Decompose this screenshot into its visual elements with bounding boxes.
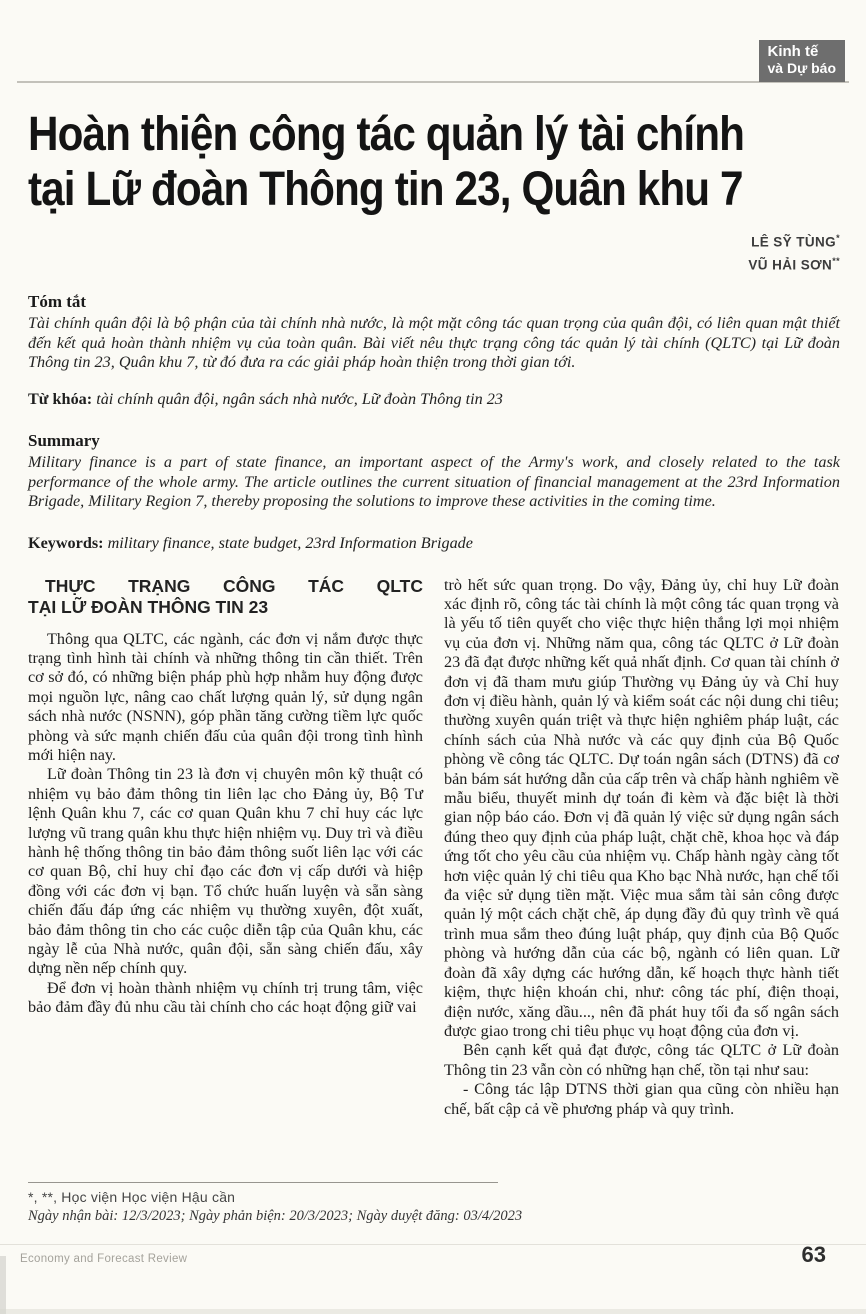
author-affiliation: *, **, Học viện Học viện Hậu cần xyxy=(28,1189,236,1205)
author-2-mark: ** xyxy=(832,255,840,266)
author-1-mark: * xyxy=(836,233,840,243)
keywords-en-text: military finance, state budget, 23rd Information Brigade xyxy=(107,534,473,553)
page-content xyxy=(0,107,866,1185)
keywords-vi-line xyxy=(28,390,840,410)
abstract-label: Tóm tắt xyxy=(28,292,87,311)
article-title-line1: Hoàn thiện công tác quản lý tài chính xyxy=(28,108,745,161)
section-heading xyxy=(28,576,423,619)
author-1 xyxy=(28,229,840,252)
author-2 xyxy=(28,252,840,275)
page-header xyxy=(17,0,849,83)
summary-label: Summary xyxy=(28,431,100,451)
body-paragraph: Lữ đoàn Thông tin 23 là đơn vị chuyên môn kỹ thuật có nhiệm vụ bảo đảm thông tin liên lạc cho Đảng ủy, Bộ Tư lệnh Quân khu 7, các cơ quan Quân khu 7 chỉ huy các lực lượng vũ trang quân khu thực hiện nhiệm vụ. Duy trì và điều hành hệ thống thông tin bảo đảm thông suốt liên lạc với các cơ quan Bộ, chỉ huy chỉ đạo các đơn vị cấp dưới và hiệp đồng với các đơn vị bạn. Tổ chức huấn luyện và sẵn sàng chiến đấu đáp ứng các nhiệm vụ thường xuyên, đột xuất, bảo đảm thông tin cho các cuộc diễn tập của Quân khu, các ngày lễ của Nhà nước, quân đội, sẵn sàng chiến đấu, xây dựng nền nếp chính quy. xyxy=(28,765,423,978)
body-paragraph: Để đơn vị hoàn thành nhiệm vụ chính trị trung tâm, việc bảo đảm đầy đủ nhu cầu tài chính cho các hoạt động giữ vai xyxy=(28,978,423,1017)
footnotes-block xyxy=(28,1182,840,1225)
article-body xyxy=(28,576,840,1185)
journal-logo-line2: và Dự báo xyxy=(767,60,836,76)
submission-dates: Ngày nhận bài: 12/3/2023; Ngày phản biện: 20/3/2023; Ngày duyệt đăng: 03/4/2023 xyxy=(28,1208,523,1224)
body-paragraph: trò hết sức quan trọng. Do vậy, Đảng ủy, chỉ huy Lữ đoàn xác định rõ, công tác tài chính là một công tác quan trọng và là yếu tố tiên quyết cho việc thực hiện thắng lợi mọi nhiệm vụ của đơn vị. Những năm qua, công tác QLTC ở Lữ đoàn 23 đã đạt được những kết quả nhất định. Cơ quan tài chính ở đơn vị đã tham mưu giúp Thường vụ Đảng ủy và Chỉ huy đơn vị điều hành, quản lý và kiểm soát các nội dung chi tiêu; thường xuyên quán triệt và thực hiện nghiêm pháp luật, các chính sách của Nhà nước và các quy định của Bộ Quốc phòng về công tác QLTC. Dự toán ngân sách (DTNS) đã cơ bản bám sát hướng dẫn của cấp trên và chấp hành nghiêm về mẫu biểu, thuyết minh dự toán đi kèm và đặc biệt là thời gian nộp báo cáo. Đơn vị đã quản lý việc sử dụng ngân sách đúng theo quy định của pháp luật, chặt chẽ, khoa học và đáp ứng tốt cho yêu cầu của nhiệm vụ. Chấp hành ngày càng tốt hơn việc quản lý chi tiêu qua Kho bạc Nhà nước, hạn chế tối đa việc sử dụng tiền mặt. Việc mua sắm tài sản công được quản lý một cách chặt chẽ, áp dụng đầy đủ quy trình về quá trình mua sắm theo đúng luật pháp, quy định của Bộ Quốc phòng và hướng dẫn của các bộ, ngành có liên quan. Lữ đoàn đã xây dựng các hướng dẫn, kế hoạch thực hành tiết kiệm, thực hiện khoán chi, như: công tác phí, điện thoại, điện nước, xăng dầu..., nên đã phát huy tối đa số ngân sách được giao trong chi tiêu phục vụ hoạt động của đơn vị. xyxy=(444,575,839,1040)
scan-edge-artifact-left xyxy=(0,1256,6,1314)
section-heading-line2: TẠI LỮ ĐOÀN THÔNG TIN 23 xyxy=(28,597,269,618)
summary-text: Military finance is a part of state finance, an important aspect of the Army's work, and closely related to the task performance of the whole army. The article outlines the current situation of financial management at the 23rd Information Brigade, Military Region 7, thereby proposing the solutions to improve these activities in the coming time. xyxy=(28,453,840,511)
article-title-line2: tại Lữ đoàn Thông tin 23, Quân khu 7 xyxy=(28,163,743,216)
journal-logo-badge xyxy=(759,40,846,82)
footer-rule xyxy=(0,1244,866,1245)
keywords-vi-text: tài chính quân đội, ngân sách nhà nước, Lữ đoàn Thông tin 23 xyxy=(96,389,503,408)
author-2-name: VŨ HẢI SƠN xyxy=(748,257,833,272)
footnote-rule xyxy=(28,1182,498,1183)
body-paragraph: Thông qua QLTC, các ngành, các đơn vị nắm được thực trạng tình hình tài chính và những thông tin cần thiết. Trên cơ sở đó, có những biện pháp phù hợp nhằm huy động được mọi nguồn lực, nâng cao chất lượng quản lý, sử dụng ngân sách nhà nước (NSNN), góp phần tăng cường tiềm lực quốc phòng và sức mạnh chiến đấu của quân đội trong tình hình mới hiện nay. xyxy=(28,629,423,764)
body-column-left xyxy=(28,576,423,1185)
body-paragraph: Bên cạnh kết quả đạt được, công tác QLTC ở Lữ đoàn Thông tin 23 vẫn còn có những hạn chế, tồn tại như sau: xyxy=(444,1041,839,1079)
body-paragraph: - Công tác lập DTNS thời gian qua cũng còn nhiều hạn chế, bất cập cả về phương pháp và quy trình. xyxy=(444,1080,839,1118)
page-number: 63 xyxy=(801,1242,826,1267)
article-title xyxy=(28,107,743,217)
scan-edge-artifact-bottom xyxy=(0,1309,866,1314)
body-column-right xyxy=(444,576,839,1185)
authors-block xyxy=(28,229,840,274)
keywords-vi-label: Từ khóa: xyxy=(28,389,93,408)
journal-name-english: Economy and Forecast Review xyxy=(20,1253,188,1265)
journal-logo-line1: Kinh tế xyxy=(767,43,819,60)
abstract-text: Tài chính quân đội là bộ phận của tài chính nhà nước, là một mặt công tác quan trọng của quân đội, có liên quan mật thiết đến kết quả hoàn thành nhiệm vụ của toàn quân. Bài viết nêu thực trạng công tác quản lý tài chính (QLTC) tại Lữ đoàn Thông tin 23, Quân khu 7, từ đó đưa ra các giải pháp hoàn thiện trong thời gian tới. xyxy=(28,314,840,372)
keywords-en-line xyxy=(28,534,840,554)
keywords-en-label: Keywords: xyxy=(28,534,104,553)
author-1-name: LÊ SỸ TÙNG xyxy=(751,234,837,250)
section-heading-line1: THỰC TRẠNG CÔNG TÁC QLTC xyxy=(45,575,423,596)
